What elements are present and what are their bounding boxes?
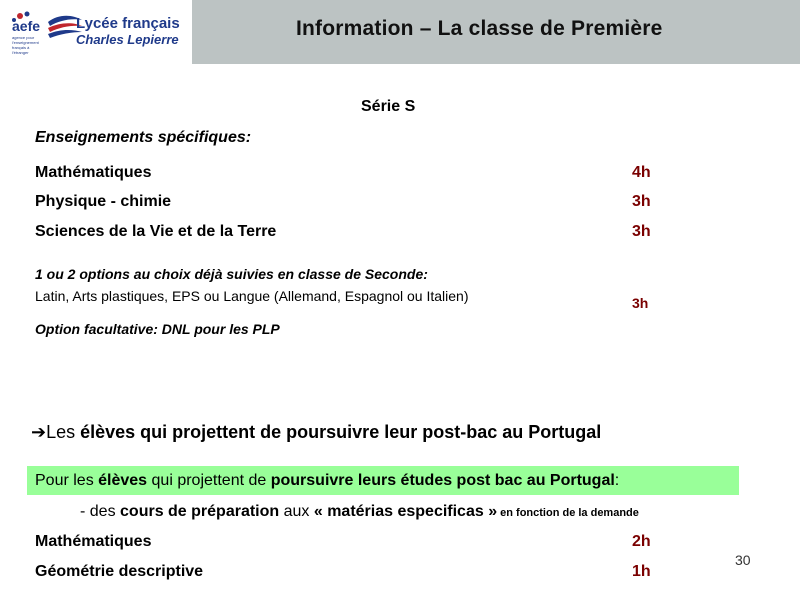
specific-heading: Enseignements spécifiques: xyxy=(35,129,252,146)
highlight-text-part: : xyxy=(614,472,620,489)
arrow-right-icon: ➔ xyxy=(31,422,47,442)
subject-hours: 3h xyxy=(632,193,651,210)
prep-courses-line xyxy=(80,503,639,521)
school-name-line2: Charles Lepierre xyxy=(76,32,179,47)
portugal-subject-name: Géométrie descriptive xyxy=(35,563,204,580)
aefe-logo-text: aefe xyxy=(12,18,41,34)
portugal-lead xyxy=(31,422,601,443)
aefe-logo-subtext: agence pour l'enseignement français à l'étranger xyxy=(12,35,39,55)
optional-course: Option facultative: DNL pour les PLP xyxy=(35,321,280,337)
options-heading: 1 ou 2 options au choix déjà suivies en classe de Seconde: xyxy=(35,266,428,282)
lead-text: Les xyxy=(46,422,81,442)
prep-text-bold: « matérias especificas » xyxy=(313,503,498,520)
prep-text: - des xyxy=(80,503,121,520)
prep-text-bold: cours de préparation xyxy=(120,503,280,520)
section-title: Série S xyxy=(361,98,416,115)
highlight-text-bold: élèves xyxy=(98,472,148,489)
prep-text-small: en fonction de la demande xyxy=(497,507,639,519)
portugal-subject-hours: 2h xyxy=(632,533,651,550)
page-number: 30 xyxy=(735,552,751,568)
subject-hours: 3h xyxy=(632,223,651,240)
options-list: Latin, Arts plastiques, EPS ou Langue (Allemand, Espagnol ou Italien) xyxy=(35,288,469,304)
page-title: Information – La classe de Première xyxy=(296,17,663,40)
lead-text-bold: élèves qui projettent de poursuivre leur post-bac au Portugal xyxy=(80,422,602,442)
highlight-text xyxy=(35,472,619,490)
school-logo xyxy=(10,8,188,58)
portugal-subject-hours: 1h xyxy=(632,563,651,580)
subject-name: Physique - chimie xyxy=(35,193,172,210)
prep-text: aux xyxy=(279,503,314,520)
subject-hours: 4h xyxy=(632,164,651,181)
school-name-line1: Lycée français xyxy=(76,15,180,32)
highlight-text-part: Pour les xyxy=(35,472,99,489)
highlight-text-bold: poursuivre leurs études post bac au Portugal xyxy=(270,472,615,489)
subject-name: Sciences de la Vie et de la Terre xyxy=(35,223,277,240)
subject-name: Mathématiques xyxy=(35,164,152,181)
highlight-text-part: qui projettent de xyxy=(147,472,271,489)
options-hours: 3h xyxy=(632,295,649,311)
portugal-subject-name: Mathématiques xyxy=(35,533,152,550)
